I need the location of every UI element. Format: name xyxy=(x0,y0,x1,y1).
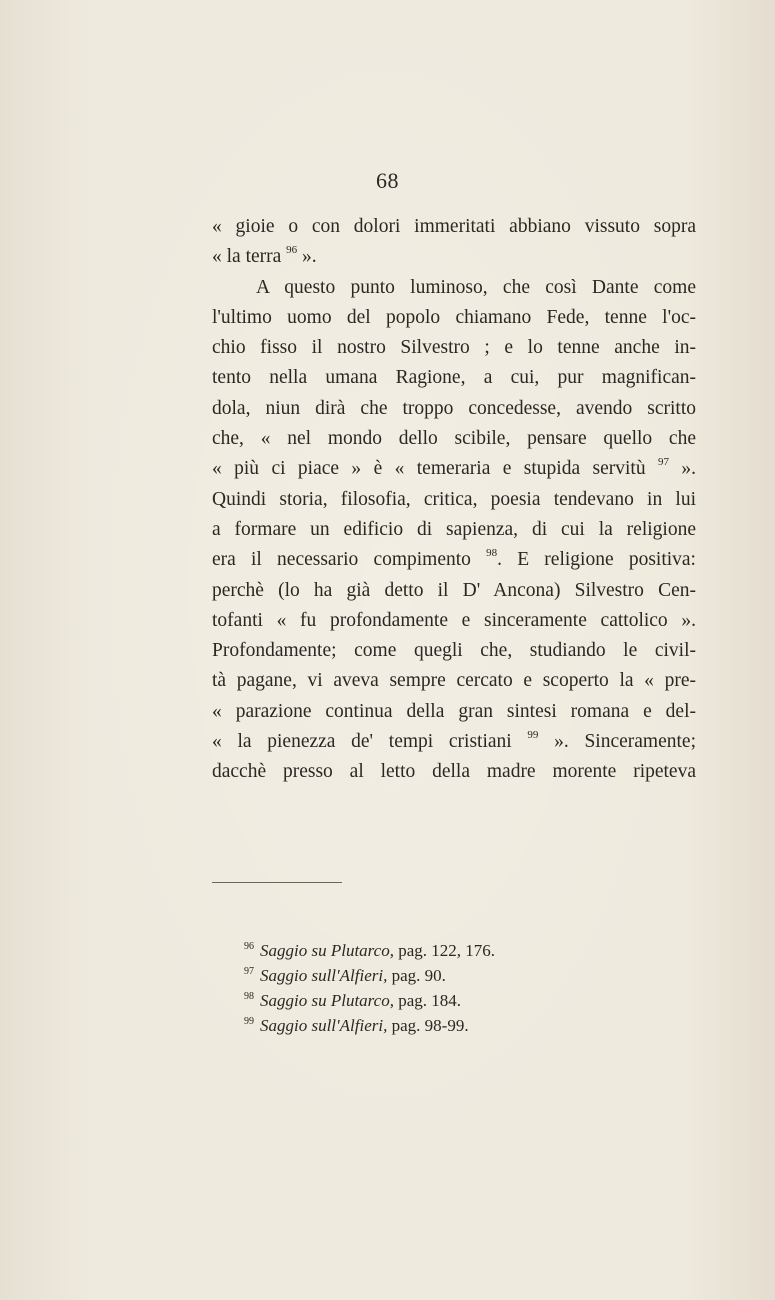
footnote-title: Saggio su Plutarco, xyxy=(260,991,394,1010)
text-line xyxy=(212,454,696,484)
line-text: tà pagane, vi aveva sempre cercato e scoperto la « pre- xyxy=(212,670,696,692)
line-text: tofanti « fu profondamente e sinceramente cattolico ». xyxy=(212,609,696,631)
footnote xyxy=(244,938,644,963)
text-line xyxy=(212,757,696,787)
footnote-number: 97 xyxy=(244,966,254,977)
body-text xyxy=(212,212,696,788)
line-text: « più ci piace » è « temeraria e stupida servitù xyxy=(212,458,658,480)
line-text: l'ultimo uomo del popolo chiamano Fede, tenne l'oc- xyxy=(212,306,696,328)
text-line xyxy=(212,576,696,606)
footnote xyxy=(244,988,644,1013)
text-line xyxy=(212,606,696,636)
text-line xyxy=(212,545,696,575)
line-text-after: ». xyxy=(297,246,317,268)
footnotes xyxy=(244,938,644,1038)
line-text: tento nella umana Ragione, a cui, pur magnifican- xyxy=(212,367,696,389)
text-line xyxy=(212,394,696,424)
text-line xyxy=(212,242,696,272)
footnote-number: 99 xyxy=(244,1016,254,1027)
line-text: dola, niun dirà che troppo concedesse, avendo scritto xyxy=(212,397,696,419)
line-text: chio fisso il nostro Silvestro ; e lo tenne anche in- xyxy=(212,337,696,359)
text-line xyxy=(212,212,696,242)
footnote-reference: 96 xyxy=(286,244,298,257)
footnote-separator xyxy=(212,882,342,883)
text-line xyxy=(212,636,696,666)
line-text: « gioie o con dolori immeritati abbiano vissuto sopra xyxy=(212,216,696,237)
text-line xyxy=(212,697,696,727)
footnote-number: 98 xyxy=(244,991,254,1002)
line-text: Profondamente; come quegli che, studiando le civil- xyxy=(212,640,696,662)
line-text: dacchè presso al letto della madre morente ripeteva xyxy=(212,761,696,783)
text-line xyxy=(212,485,696,515)
line-text-after: . E religione positiva: xyxy=(497,549,696,571)
text-line xyxy=(212,727,696,757)
line-text: A questo punto luminoso, che così Dante come xyxy=(256,276,696,298)
text-line xyxy=(212,303,696,333)
line-text: perchè (lo ha già detto il D' Ancona) Silvestro Cen- xyxy=(212,579,696,601)
page-number: 68 xyxy=(376,168,399,193)
footnote-page-ref: pag. 184. xyxy=(393,991,461,1010)
line-text: era il necessario compimento xyxy=(212,549,487,571)
footnote xyxy=(244,963,644,988)
line-text: « parazione continua della gran sintesi romana e del- xyxy=(212,700,696,722)
text-line xyxy=(212,424,696,454)
footnote-reference: 97 xyxy=(657,456,669,469)
text-line xyxy=(212,333,696,363)
footnote-page-ref: pag. 122, 176. xyxy=(393,941,495,960)
line-text: che, « nel mondo dello scibile, pensare quello che xyxy=(212,428,696,450)
footnote-title: Saggio sull'Alfieri, xyxy=(260,1016,388,1035)
line-text: « la terra xyxy=(212,246,287,268)
line-text: Quindi storia, filosofia, critica, poesia tendevano in lui xyxy=(212,488,696,510)
line-text-after: ». xyxy=(668,458,696,480)
footnote-number: 96 xyxy=(244,941,254,952)
text-line xyxy=(212,273,696,303)
footnote-title: Saggio sull'Alfieri, xyxy=(260,966,388,985)
footnote xyxy=(244,1013,644,1038)
footnote-page-ref: pag. 90. xyxy=(387,966,446,985)
text-line xyxy=(212,515,696,545)
footnote-reference: 99 xyxy=(527,729,539,742)
text-line xyxy=(212,363,696,393)
footnote-page-ref: pag. 98-99. xyxy=(387,1016,469,1035)
footnote-reference: 98 xyxy=(486,547,498,560)
text-line xyxy=(212,666,696,696)
line-text: « la pienezza de' tempi cristiani xyxy=(212,731,528,753)
line-text-after: ». Sinceramente; xyxy=(538,731,696,753)
line-text: a formare un edificio di sapienza, di cui la religione xyxy=(212,518,696,540)
footnote-title: Saggio su Plutarco, xyxy=(260,941,394,960)
